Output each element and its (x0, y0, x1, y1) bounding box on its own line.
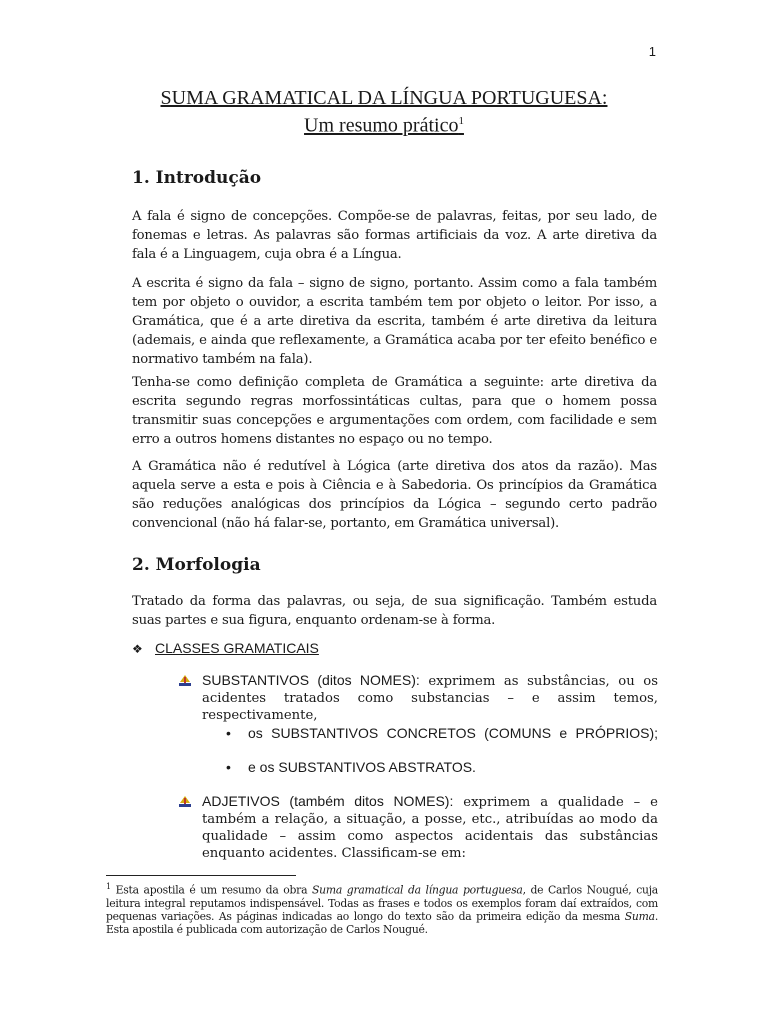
footnote-text: Esta apostila é um resumo da obra (110, 883, 313, 897)
footnote-text: . Esta apostila é publicada com autorização de Carlos Nougué. (106, 909, 658, 936)
footnote-work-title: Suma gramatical da língua portuguesa (312, 883, 523, 897)
round-bullet-icon: • (226, 725, 231, 741)
sub-item-text: e os SUBSTANTIVOS ABSTRATOS. (248, 759, 476, 775)
list-item-adjetivos (178, 793, 658, 862)
list-item-lead: ADJETIVOS (também ditos NOMES): (202, 793, 454, 809)
title-subtitle: Um resumo prático (304, 114, 459, 137)
footnote (106, 880, 658, 936)
title-line-1: SUMA GRAMATICAL DA LÍNGUA PORTUGUESA: (160, 87, 608, 109)
pointer-arrow-icon (178, 795, 192, 808)
section-heading-introducao: 1. Introdução (132, 168, 262, 188)
footnote-mark: 1 (106, 882, 111, 891)
paragraph: A Gramática não é redutível à Lógica (arte diretiva dos atos da razão). Mas aquela serve a esta e pois à Ciência e à Sabedoria. Os princípios da Gramática são reduções analógicas dos princípios da Lógica – segundo certo padrão convencional (não há falar-se, portanto, em Gramática universal). (132, 459, 657, 531)
pointer-arrow-icon (178, 674, 192, 687)
footnote-text: , de Carlos Nougué, cuja leitura integral reputamos indispensável. Todas as frases e todos os exemplos foram daí extraídos, com pequenas variações. As páginas indicadas ao longo do texto são da primeira edição da mesma (106, 883, 658, 923)
sub-item (226, 725, 658, 742)
document-title (0, 87, 768, 138)
list-item-text: exprimem as substâncias, ou os acidentes tratados como substancias – e assim temos, respectivamente, (202, 674, 658, 723)
list-item-lead: SUBSTANTIVOS (ditos NOMES): (202, 672, 420, 688)
round-bullet-icon: • (226, 759, 231, 775)
diamond-bullet-icon: ❖ (132, 642, 143, 656)
paragraph: Tenha-se como definição completa de Gramática a seguinte: arte diretiva da escrita segundo regras morfossintáticas cultas, para que o homem possa transmitir suas concepções e argumentações com ordem, com facilidade e sem erro a outros homens distantes no espaço ou no tempo. (132, 375, 657, 447)
list-heading-label: CLASSES GRAMATICAIS (155, 640, 319, 656)
section-heading-morfologia: 2. Morfologia (132, 555, 261, 575)
sub-item-text: os SUBSTANTIVOS CONCRETOS (COMUNS e PRÓPRIOS); (248, 725, 658, 741)
list-item-body (202, 793, 658, 862)
page-number: 1 (648, 44, 656, 59)
title-line-2 (0, 110, 768, 138)
paragraph: Tratado da forma das palavras, ou seja, de sua significação. Também estuda suas partes e sua figura, enquanto ordenam-se à forma. (132, 594, 657, 628)
sub-item (226, 759, 658, 776)
paragraph: A fala é signo de concepções. Compõe-se de palavras, feitas, por seu lado, de fonemas e letras. As palavras são formas artificiais da voz. A arte diretiva da fala é a Linguagem, cuja obra é a Língua. (132, 209, 657, 262)
title-footnote-mark: 1 (458, 115, 464, 127)
footnote-work-short: Suma (624, 909, 655, 923)
list-heading-classes (132, 640, 319, 656)
footnote-separator (106, 875, 296, 876)
paragraph: A escrita é signo da fala – signo de signo, portanto. Assim como a fala também tem por objeto o ouvidor, a escrita também tem por objeto o leitor. Por isso, a Gramática, que é a arte diretiva da escrita, também é arte diretiva da leitura (ademais, e ainda que reflexamente, a Gramática acaba por ter efeito benéfico e normativo também na fala). (132, 276, 657, 367)
list-item-body (202, 672, 658, 724)
list-item-text: exprimem a qualidade – e também a relação, a situação, a posse, etc., atribuídas ao modo da qualidade – assim como aspectos acidentais das substâncias enquanto acidentes. Classificam-se em: (202, 795, 658, 861)
list-item-substantivos (178, 672, 658, 724)
